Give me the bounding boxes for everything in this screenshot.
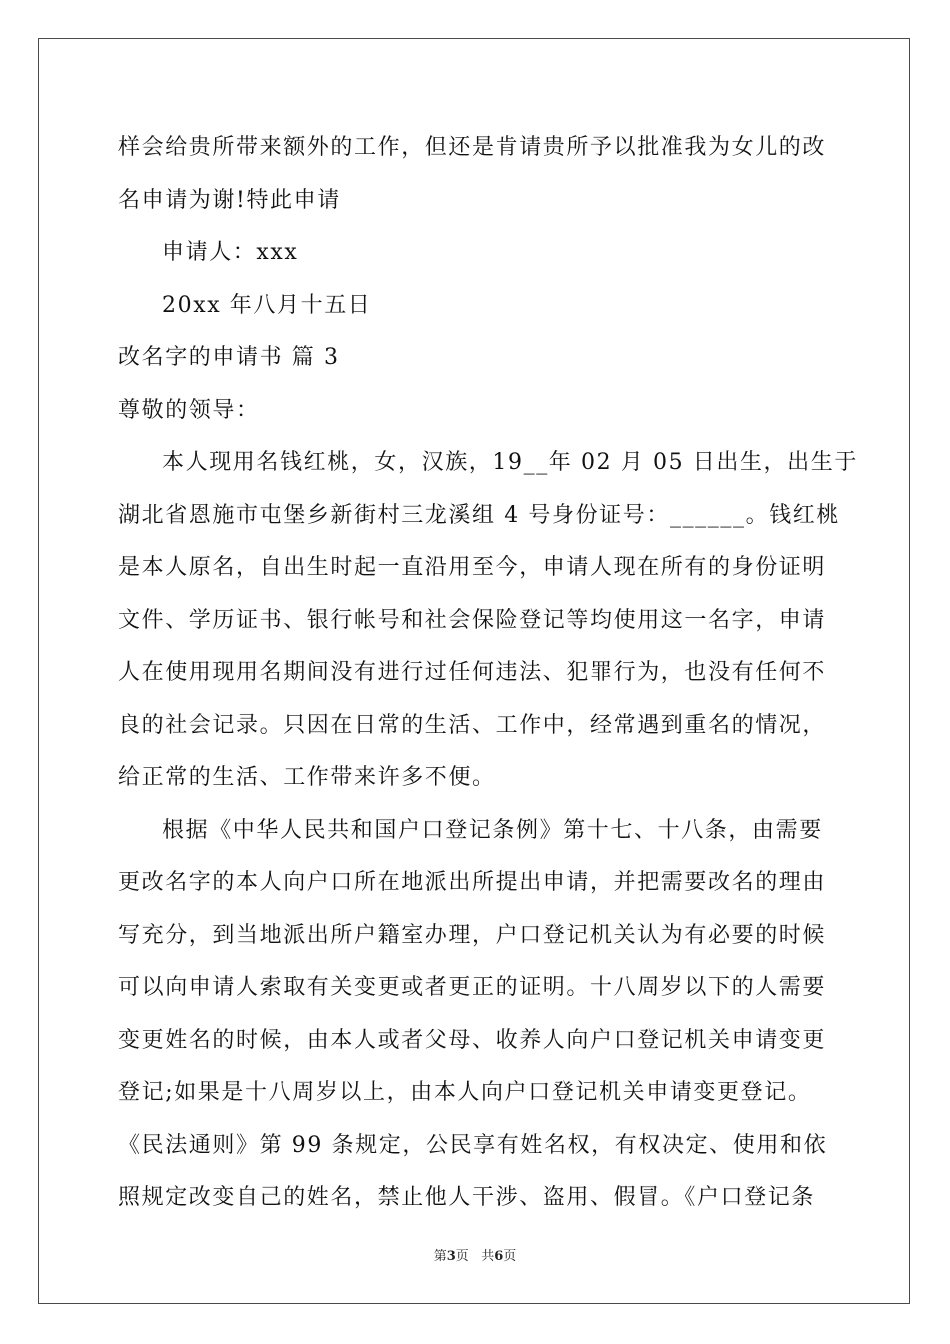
applicant-line: 申请人：xxx — [162, 240, 299, 265]
footer-page-number: 3 — [446, 1249, 456, 1264]
section-title: 改名字的申请书 篇 3 — [118, 345, 340, 370]
paragraph-line: 本人现用名钱红桃，女，汉族，19__年 02 月 05 日出生，出生于 — [162, 450, 858, 475]
paragraph-line: 人在使用现用名期间没有进行过任何违法、犯罪行为，也没有任何不 — [118, 660, 827, 685]
paragraph-line: 是本人原名，自出生时起一直沿用至今，申请人现在所有的身份证明 — [118, 555, 827, 580]
paragraph-line: 样会给贵所带来额外的工作，但还是肯请贵所予以批准我为女儿的改 — [118, 135, 827, 160]
salutation: 尊敬的领导： — [118, 397, 260, 423]
paragraph-line: 更改名字的本人向户口所在地派出所提出申请，并把需要改名的理由 — [118, 870, 827, 895]
footer-total-suffix: 页 — [503, 1249, 517, 1264]
paragraph-line: 可以向申请人索取有关变更或者更正的证明。十八周岁以下的人需要 — [118, 975, 827, 1000]
paragraph-line: 写充分，到当地派出所户籍室办理，户口登记机关认为有必要的时候 — [118, 922, 827, 948]
paragraph-line: 根据《中华人民共和国户口登记条例》第十七、十八条，由需要 — [162, 817, 823, 843]
page-footer — [0, 1245, 950, 1264]
paragraph-line: 湖北省恩施市屯堡乡新街村三龙溪组 4 号身份证号：______。钱红桃 — [118, 502, 840, 528]
footer-page-prefix: 第 — [433, 1249, 447, 1264]
paragraph-line: 名申请为谢!特此申请 — [118, 187, 341, 213]
paragraph-line: 照规定改变自己的姓名，禁止他人干涉、盗用、假冒。《户口登记条 — [118, 1185, 816, 1210]
paragraph-line: 《民法通则》第 99 条规定，公民享有姓名权，有权决定、使用和依 — [118, 1132, 828, 1158]
paragraph-line: 登记;如果是十八周岁以上，由本人向户口登记机关申请变更登记。 — [118, 1080, 812, 1105]
paragraph-line: 良的社会记录。只因在日常的生活、工作中，经常遇到重名的情况， — [118, 712, 827, 738]
footer-total-number: 6 — [494, 1249, 504, 1264]
footer-page-suffix: 页 — [455, 1249, 469, 1264]
paragraph-line: 文件、学历证书、银行帐号和社会保险登记等均使用这一名字，申请 — [118, 607, 827, 633]
document-body — [118, 122, 858, 1225]
footer-total-prefix: 共 — [481, 1249, 495, 1264]
paragraph-line: 给正常的生活、工作带来许多不便。 — [118, 765, 496, 790]
date-line: 20xx 年八月十五日 — [162, 292, 372, 318]
paragraph-line: 变更姓名的时候，由本人或者父母、收养人向户口登记机关申请变更 — [118, 1027, 827, 1053]
